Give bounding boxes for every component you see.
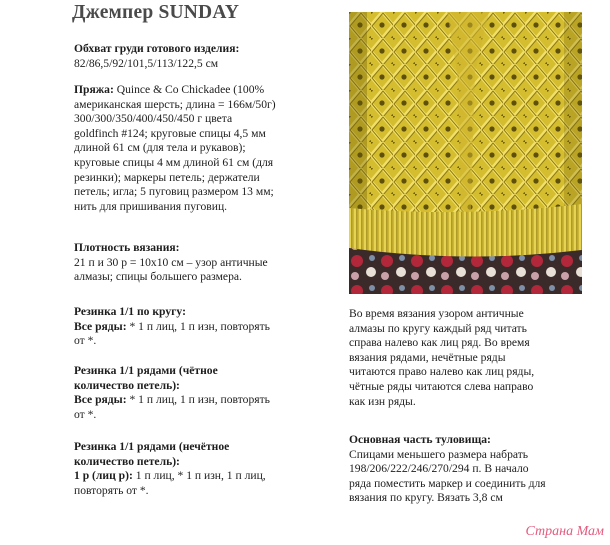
yarn-line-3: goldfinch #124; круговые спицы 4,5 мм [74,126,266,140]
bust-heading: Обхват груди готового изделия: [74,42,240,55]
rib-round-heading: Резинка 1/1 по кругу: [74,305,186,318]
yarn-line-4: длиной 61 см (для тела и рукавов); [74,141,246,155]
body-heading: Основная часть туловища: [349,433,491,446]
body-section [349,433,599,506]
bust-value: 82/86,5/92/101,5/113/122,5 см [74,56,219,70]
rib-odd-section [74,440,346,498]
pattern-note-line-1: алмазы по кругу каждый ряд читать [349,321,527,335]
rib-odd-label: 1 р (лиц р): [74,469,133,483]
rib-even-section [74,364,346,422]
rib-round-label: Все ряды: [74,319,127,333]
yarn-line-0-text: Quince & Co Chickadee (100% [113,83,265,96]
rib-odd-line-1-text: 1 п лиц, * 1 п изн, 1 п лиц, [132,469,266,483]
body-line-2: ряда поместить маркер и соединить для [349,476,546,490]
pattern-note-line-2: справа налево как лиц ряд. Во время [349,336,530,350]
yarn-section [74,83,346,214]
rib-odd-heading-2: количество петель): [74,454,180,468]
site-watermark: Страна Мам [525,524,604,539]
yarn-line-7: петель; игла; 5 пуговиц размером 13 мм; [74,185,274,199]
yarn-line-2: 300/300/350/400/450/450 г цвета [74,112,233,126]
gauge-line-1: алмазы; спицы большего размера. [74,270,242,284]
body-line-3: вязания по кругу. Вязать 3,8 см [349,491,503,505]
rib-even-line-2: от *. [74,407,97,421]
rib-round-section [74,305,346,349]
knit-pattern-illustration [349,12,582,294]
rib-odd-line-2: повторять от *. [74,483,149,497]
gauge-heading: Плотность вязания: [74,241,180,254]
sweater-photo [349,12,582,294]
pattern-note-line-0: Во время вязания узором античные [349,307,524,320]
pattern-note-line-4: читаются право налево как лиц ряды, [349,365,535,379]
rib-even-label: Все ряды: [74,393,127,407]
rib-round-line-1-text: * 1 п лиц, 1 п изн, повторять [126,319,270,333]
pattern-note-section [349,307,599,409]
yarn-line-0 [74,83,346,98]
yarn-line-1: американская шерсть; длина = 166м/50г) [74,97,276,111]
body-line-1: 198/206/222/246/270/294 п. В начало [349,462,529,476]
rib-round-line-2: от *. [74,334,97,348]
pattern-note-line-6: как изн ряды. [349,394,416,408]
bust-section [74,42,346,71]
rib-odd-line-1 [74,469,346,484]
pattern-note-line-3: вязания рядами, нечётные ряды [349,350,506,364]
page-title: Джемпер SUNDAY [72,2,240,23]
rib-even-heading-1: Резинка 1/1 рядами (чётное [74,364,218,377]
rib-odd-heading-1: Резинка 1/1 рядами (нечётное [74,440,230,453]
rib-even-heading-2: количество петель): [74,378,180,392]
yarn-line-6: резинки); маркеры петель; держатели [74,170,260,184]
yarn-label: Пряжа: [74,83,114,96]
rib-even-line-1-text: * 1 п лиц, 1 п изн, повторять [126,393,270,407]
yarn-line-5: круговые спицы 4 мм длиной 61 см (для [74,155,274,169]
yarn-line-8: нить для пришивания пуговиц. [74,199,228,213]
rib-even-line-1 [74,393,346,408]
pattern-note-line-5: чётные ряды читаются слева направо [349,379,534,393]
body-line-0: Спицами меньшего размера набрать [349,447,529,461]
rib-round-line-1 [74,320,346,335]
gauge-line-0: 21 п и 30 р = 10х10 см – узор античные [74,255,268,269]
gauge-section [74,241,346,285]
